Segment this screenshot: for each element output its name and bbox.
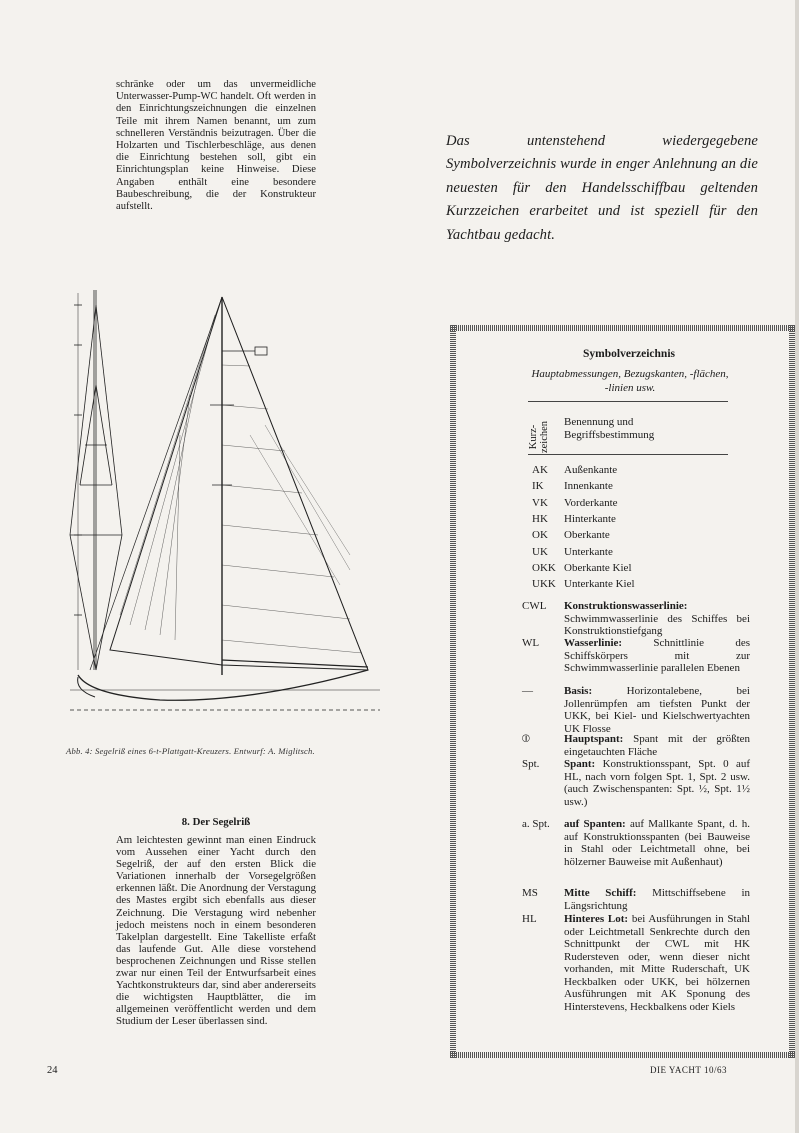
symbol-abbr: OKK [532,562,556,574]
box-border-bottom [450,1052,795,1058]
symbol-text: Unterkante Kiel [564,578,635,590]
column-head-abbreviation: Kurz-zeichen [528,420,550,454]
symbol-term: auf Spanten: [564,818,626,830]
symbol-text: Innenkante [564,480,613,492]
symbol-abbr: IK [532,480,544,492]
symbol-text: Oberkante Kiel [564,562,632,574]
sail-plan-drawing [50,285,386,725]
symbol-text: Hinterkante [564,513,616,525]
symbol-abbr: MS [522,887,538,899]
box-border-right [789,325,795,1058]
symbol-term: Spant: [564,758,596,770]
symbol-abbr: Spt. [522,758,540,770]
symbol-definition [564,818,750,868]
symbol-abbr: ⦶ [522,733,530,745]
symbol-definition [564,600,750,638]
symbol-text: Schnittlinie des Schiffskörpers mit zur Schwimmwasserlinie parallelen Ebenen [564,637,750,674]
symbol-text: Unterkante [564,546,613,558]
magazine-footer: DIE YACHT 10/63 [650,1065,727,1075]
box-border-left [450,325,456,1058]
symbol-abbr: AK [532,464,548,476]
box-border-top [450,325,795,331]
symbol-abbr: UK [532,546,548,558]
page-edge [795,0,799,1133]
symbol-abbr: HL [522,913,537,925]
symbol-text: Horizontalebene, bei Jollenrümpfen am tiefsten Punkt der UKK, bei Kiel- und Kielschwertyachten UK Flosse [564,685,750,735]
page-number: 24 [47,1065,58,1076]
symbol-definition [564,758,750,808]
symbol-text: auf Mallkante Spant, d. h. auf Konstruktionsspanten (bei Bauweise in Stahl oder Leichtmetall ohne, bei hölzerner Bauweise mit Außenhaut) [564,818,750,868]
symbol-abbr: VK [532,497,548,509]
section-heading: 8. Der Segelriß [181,816,251,828]
symbol-text: Vorderkante [564,497,618,509]
symbol-abbr: HK [532,513,548,525]
symbol-definition [564,685,750,735]
figure-caption: Abb. 4: Segelriß eines 6-t-Plattgatt-Kreuzers. Entwurf: A. Miglitsch. [66,746,315,756]
symbol-definition [564,913,750,1013]
symbol-term: Hinteres Lot: [564,913,629,925]
symbol-definition [564,887,750,912]
symbol-text: Spant mit der größten eingetauchten Fläche [564,733,751,758]
symbol-text: Oberkante [564,529,610,541]
symbol-abbr: UKK [532,578,556,590]
symbol-term: Basis: [564,685,593,697]
symbol-table-subtitle: Hauptabmessungen, Bezugskanten, -flächen, -linien usw. [531,368,729,394]
divider [528,454,728,455]
symbol-definition [564,733,750,758]
symbol-abbr: — [522,685,533,697]
symbol-text: bei Ausführungen in Stahl oder Leichtmetall Senkrechte durch den Schnittpunkt der CWL mit HK Rudersteven oder, wenn dieser nicht vorhanden, mit Mitte Ruderschaft, UK Heckbalken oder UKK, bei hölzernen Ausführungen mit AK Sponung des Hinterstevens, Heckbalkens oder Kiels [564,913,751,1013]
symbol-abbr: CWL [522,600,547,612]
symbol-term: Mitte Schiff: [564,887,637,899]
symbol-text: Schwimmwasserlinie des Schiffes bei Konstruktionstiefgang [564,612,750,637]
symbol-table-title: Symbolverzeichnis [583,348,675,360]
section-body: Am leichtesten gewinnt man einen Eindruck vom Aussehen einer Yacht durch den Segelriß, der auf den ersten Blick die Variationen innerhalb der Vorsegelgrößen erkennen läßt. Die Anordnung der Verstagung des Mastes ergibt sich ebenfalls aus dieser Zeichnung. Die Verstagung wird nebenher jedoch meistens noch in einem besonderen Takelplan dargestellt. Eine Takelliste erfaßt das laufende Gut. Alle diese vorstehend besprochenen Zeichnungen und Risse stellen zwar nur einen Teil der Entwurfsarbeit eines Yachtkonstrukteurs dar, sind aber andererseits die wichtigsten Hauptblätter, die im allgemeinen veröffentlicht werden und dem Studium der Leser überlassen sind. [116,834,316,1028]
symbol-text: Mittschiffsebene in Längsrichtung [564,887,751,912]
intro-paragraph: Das untenstehend wiedergegebene Symbolverzeichnis wurde in enger Anlehnung an die neuesten für den Handelsschiffbau geltenden Kurzzeichen erarbeitet und ist speziell für den Yachtbau gedacht. [446,133,758,243]
symbol-text: Außenkante [564,464,618,476]
symbol-abbr: WL [522,637,540,649]
symbol-definition [564,637,750,675]
divider [528,401,728,402]
symbol-term: Konstruktionswasserlinie: [564,600,688,612]
symbol-term: Hauptspant: [564,733,624,745]
column-head-description: Benennung und Begriffsbestimmung [564,416,655,441]
symbol-text: Konstruktionsspant, Spt. 0 auf HL, nach vorn folgen Spt. 1, Spt. 2 usw. (auch Zwischenspanten: Spt. ½, Spt. 1½ usw.) [564,758,751,808]
symbol-abbr: OK [532,529,548,541]
left-column-text: schränke oder um das unvermeidliche Unterwasser-Pump-WC handelt. Oft werden in den Einrichtungszeichnungen die einzelnen Teile mit ihrem Namen benannt, um zum schnelleren Verständnis beizutragen. Über die Holzarten und Tischlerbeschläge, aus denen die Einrichtung bestehen soll, gibt ein Einrichtungsplan keine Hinweise. Diese Angaben enthält eine besondere Baubeschreibung, die der Konstrukteur aufstellt. [116,79,316,213]
symbol-term: Wasserlinie: [564,637,623,649]
symbol-abbr: a. Spt. [522,818,550,830]
